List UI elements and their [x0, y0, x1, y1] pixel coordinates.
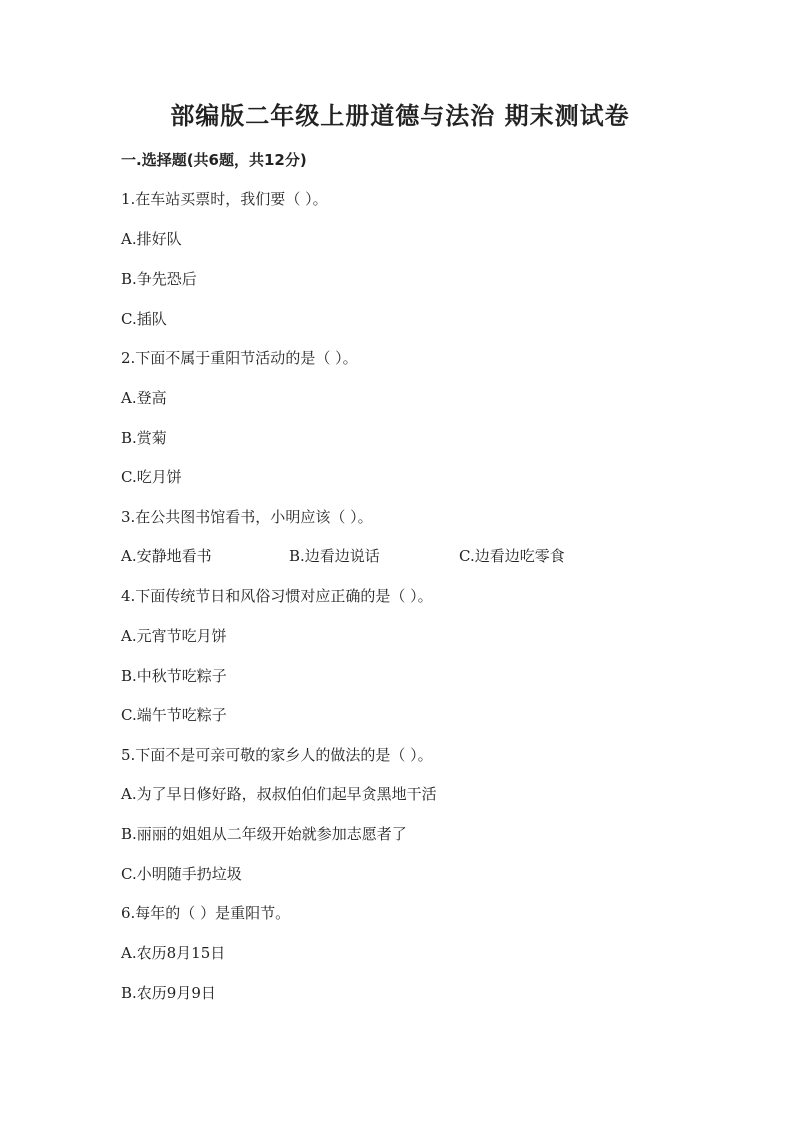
question-2-option-c: C.吃月饼 [121, 468, 182, 486]
question-2-option-a: A.登高 [121, 389, 167, 407]
question-3-option-c: C.边看边吃零食 [459, 547, 565, 565]
question-1-stem: 1.在车站买票时，我们要（ ）。 [121, 190, 328, 208]
question-1-option-a: A.排好队 [121, 230, 182, 248]
question-5-option-c: C.小明随手扔垃圾 [121, 865, 242, 883]
question-4-stem: 4.下面传统节日和风俗习惯对应正确的是（ ）。 [121, 587, 433, 605]
question-4-option-c: C.端午节吃粽子 [121, 706, 227, 724]
section-heading: 一.选择题(共6题，共12分) [121, 151, 307, 169]
exam-title: 部编版二年级上册道德与法治 期末测试卷 [170, 102, 630, 130]
question-5-option-a: A.为了早日修好路，叔叔伯伯们起早贪黑地干活 [121, 785, 437, 803]
question-6-option-a: A.农历8月15日 [121, 944, 226, 962]
question-4-option-b: B.中秋节吃粽子 [121, 667, 227, 685]
question-4-option-a: A.元宵节吃月饼 [121, 627, 227, 645]
question-6-option-b: B.农历9月9日 [121, 984, 216, 1002]
question-1-option-c: C.插队 [121, 310, 167, 328]
question-5-stem: 5.下面不是可亲可敬的家乡人的做法的是（ ）。 [121, 746, 433, 764]
question-6-stem: 6.每年的（ ）是重阳节。 [121, 904, 291, 922]
question-3-stem: 3.在公共图书馆看书，小明应该（ ）。 [121, 508, 373, 526]
question-2-stem: 2.下面不属于重阳节活动的是（ ）。 [121, 349, 358, 367]
question-5-option-b: B.丽丽的姐姐从二年级开始就参加志愿者了 [121, 825, 407, 843]
question-3-option-a: A.安静地看书 [121, 547, 212, 565]
question-1-option-b: B.争先恐后 [121, 270, 197, 288]
question-2-option-b: B.赏菊 [121, 429, 167, 447]
question-3-option-b: B.边看边说话 [289, 547, 380, 565]
